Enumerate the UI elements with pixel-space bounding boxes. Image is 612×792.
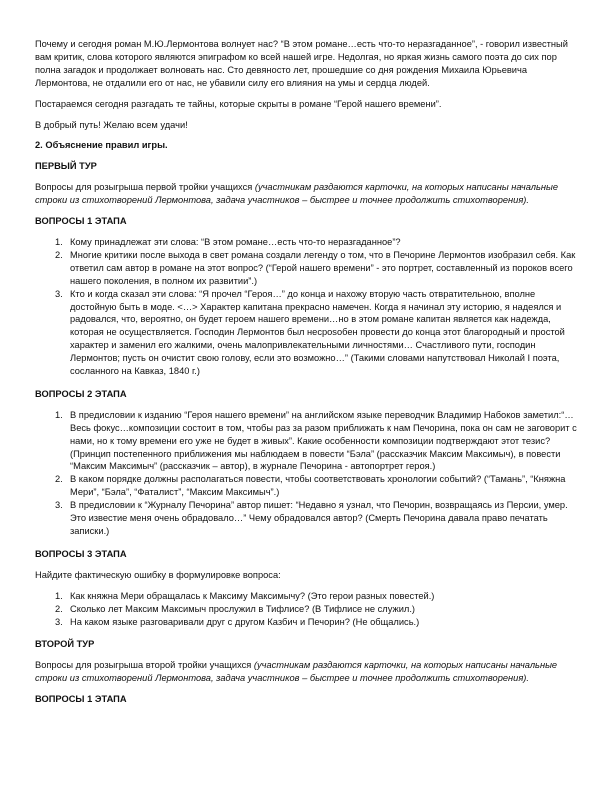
list-item-number: 3. bbox=[55, 288, 63, 299]
list-item-number: 2. bbox=[55, 474, 63, 485]
list-item-text: Многие критики после выхода в свет романа создали легенду о том, что в Печорине Лермонтов изобразил себя. Как ответил сам автор в романе на этот вопрос? (“Герой нашего времени” - это портрет, составленный из пороков всего нашего поколения, в полном их развитии”.) bbox=[70, 249, 576, 286]
round2-title: ВТОРОЙ ТУР bbox=[35, 639, 95, 650]
list-item bbox=[35, 603, 581, 616]
list-item-text: В предисловии к “Журналу Печорина” автор пишет: “Недавно я узнал, что Печорин, возвращаясь из Персии, умер. Это известие меня очень обрадовало…” Чему обрадовался автор? (Смерть Печорина давала право печатать записки.) bbox=[70, 500, 568, 536]
round2-description bbox=[35, 659, 581, 685]
round2-desc-italic: (участникам раздаются карточки, на которых написаны начальные строки из стихотворений Лермонтова, задача участников – быстрее и точнее продолжить стихотворения). bbox=[35, 660, 558, 684]
document-page bbox=[35, 38, 581, 714]
list-item-text: В каком порядке должны располагаться повести, чтобы соответствовать хронологии событий? (“Тамань”, “Княжна Мери”, “Бэла”, “Фаталист”, “Максим Максимыч”.) bbox=[70, 474, 566, 498]
round2-stage1-title: ВОПРОСЫ 1 ЭТАПА bbox=[35, 694, 127, 705]
list-item-text: В предисловии к изданию “Героя нашего времени” на английском языке переводчик Владимир Набоков заметил:“…Весь фокус…композиции состоит в том, чтобы раз за разом приближать к нам Печорина, пока он сам не заговорит с нами, но к тому времени его уже не будет в живых”. Какие особенности композиции подтверждают этот тезис? (Принцип постепенного приближения мы наблюдаем в повести “Бэла” (рассказчик Максим Максимыч), в повести “Максим Максимыч” (рассказчик – автор), в журнале Печорина - автопортрет героя.) bbox=[70, 409, 577, 472]
round1-stage3-intro: Найдите фактическую ошибку в формулировке вопроса: bbox=[35, 569, 281, 580]
round1-stage2-list bbox=[35, 409, 581, 538]
round1-stage3-list bbox=[35, 590, 581, 629]
intro-paragraph-2: Постараемся сегодня разгадать те тайны, которые скрыты в романе “Герой нашего времени”. bbox=[35, 98, 442, 109]
round1-stage3-title: ВОПРОСЫ 3 ЭТАПА bbox=[35, 548, 127, 559]
round1-title: ПЕРВЫЙ ТУР bbox=[35, 161, 97, 172]
round1-description bbox=[35, 181, 581, 207]
list-item-text: Кому принадлежат эти слова: “В этом романе…есть что-то неразгаданное”? bbox=[70, 236, 401, 247]
list-item-number: 2. bbox=[55, 249, 63, 260]
list-item-text: Как княжна Мери обращалась к Максиму Максимычу? (Это герои разных повестей.) bbox=[70, 590, 435, 601]
round1-stage2-title: ВОПРОСЫ 2 ЭТАПА bbox=[35, 388, 127, 399]
round2-desc-plain: Вопросы для розыгрыша второй тройки учащихся bbox=[35, 660, 254, 671]
list-item-number: 2. bbox=[55, 603, 63, 614]
list-item bbox=[35, 473, 581, 499]
list-item bbox=[35, 288, 581, 378]
list-item-number: 1. bbox=[55, 236, 63, 247]
list-item bbox=[35, 616, 581, 629]
round1-stage1-title: ВОПРОСЫ 1 ЭТАПА bbox=[35, 216, 127, 227]
list-item-text: Сколько лет Максим Максимыч прослужил в Тифлисе? (В Тифлисе не служил.) bbox=[70, 603, 415, 614]
list-item-number: 1. bbox=[55, 590, 63, 601]
section-rules-heading: 2. Объяснение правил игры. bbox=[35, 140, 168, 151]
list-item bbox=[35, 236, 581, 249]
list-item-number: 3. bbox=[55, 500, 63, 511]
intro-paragraph-1: Почему и сегодня роман М.Ю.Лермонтова волнует нас? “В этом романе…есть что-то неразгаданное”, - говорил известный вам критик, слова которого являются эпиграфом ко всей нашей игре. Недолгая, но яркая жизнь самого поэта до сих пор полна загадок и продолжает волновать нас. Сто девяносто лет, прошедшие со дня рождения Михаила Юрьевича Лермонтова, не отдалили его от нас, не убавили силу его влияния на умы и сердца людей. bbox=[35, 39, 568, 88]
round1-desc-italic: (участникам раздаются карточки, на которых написаны начальные строки из стихотворений Лермонтова, задача участников – быстрее и точнее продолжить стихотворения). bbox=[35, 182, 559, 206]
round1-desc-plain: Вопросы для розыгрыша первой тройки учащихся bbox=[35, 182, 255, 193]
list-item bbox=[35, 590, 581, 603]
list-item bbox=[35, 499, 581, 538]
round1-stage1-list bbox=[35, 236, 581, 378]
list-item-text: На каком языке разговаривали друг с другом Казбич и Печорин? (Не общались.) bbox=[70, 616, 420, 627]
list-item bbox=[35, 249, 581, 288]
list-item bbox=[35, 409, 581, 474]
list-item-text: Кто и когда сказал эти слова: “Я прочел “Героя…” до конца и нахожу вторую часть отвратительною, вполне достойную быть в моде. <…> Характер капитана прекрасно намечен. Когда я начинал эту историю, я надеялся и радовался, что, вероятно, он будет героем нашего времени…но в этом романе капитан является как надежда, которая не осуществляется. Господин Лермонтов был несposoбен провести до конца этот благородный и простой характер и заменил его жалкими, очень малопривлекательными личностями… Счастливого пути, господин Лермонтов; пусть он очистит свою голову, если это возможно…” (Такими словами напутствовал Николай I поэта, сосланного на Кавказ, 1840 г.) bbox=[70, 288, 565, 377]
list-item-number: 3. bbox=[55, 616, 63, 627]
list-item-number: 1. bbox=[55, 409, 63, 420]
intro-paragraph-3: В добрый путь! Желаю всем удачи! bbox=[35, 119, 188, 130]
